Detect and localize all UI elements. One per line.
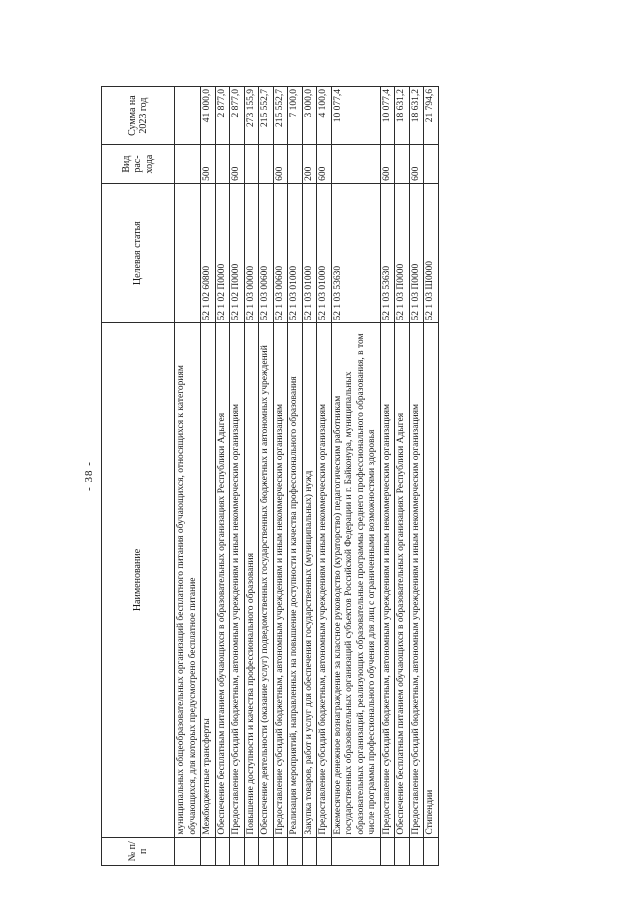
cell-num — [201, 837, 216, 865]
header-num: № п/п — [102, 837, 175, 865]
table-row — [331, 87, 380, 866]
cell-sum: 7 100,0 — [288, 87, 303, 145]
table-body — [175, 87, 439, 866]
cell-kind — [175, 145, 201, 184]
cell-sum: 273 155,9 — [244, 87, 259, 145]
cell-name: Обеспечение бесплатным питанием обучающихся в образовательных организациях Республики Адыгея — [395, 323, 410, 837]
cell-name: муниципальных общеобразовательных организаций бесплатного питания обучающихся, относящихся к категориям обучающихся, для которых предусмотрено бесплатное питание — [175, 323, 201, 837]
table-row — [317, 87, 332, 866]
cell-name: Предоставление субсидий бюджетным, автономным учреждениям и иным некоммерческим организациям — [273, 323, 288, 837]
cell-kind: 500 — [201, 145, 216, 184]
cell-code: 52 1 03 Ш0000 — [424, 183, 439, 323]
cell-num — [259, 837, 274, 865]
cell-name: Обеспечение бесплатным питанием обучающихся в образовательных организациях Республики Адыгея — [215, 323, 230, 837]
cell-num — [424, 837, 439, 865]
table-row — [424, 87, 439, 866]
cell-kind — [244, 145, 259, 184]
cell-sum: 10 077,4 — [331, 87, 380, 145]
cell-name: Предоставление субсидий бюджетным, автономным учреждениям и иным некоммерческим организациям — [230, 323, 245, 837]
table-row — [201, 87, 216, 866]
cell-code: 52 1 03 01000 — [288, 183, 303, 323]
cell-num — [331, 837, 380, 865]
table-row — [244, 87, 259, 866]
cell-name: Обеспечение деятельности (оказание услуг) подведомственных государственных бюджетных и автономных учреждений — [259, 323, 274, 837]
cell-kind: 600 — [409, 145, 424, 184]
cell-kind — [215, 145, 230, 184]
cell-sum: 18 631,2 — [395, 87, 410, 145]
cell-code: 52 1 03 01000 — [317, 183, 332, 323]
table-row — [230, 87, 245, 866]
table-row — [175, 87, 201, 866]
cell-code: 52 1 03 П0000 — [395, 183, 410, 323]
cell-kind — [331, 145, 380, 184]
cell-sum — [175, 87, 201, 145]
header-name: Наименование — [102, 323, 175, 837]
cell-kind: 200 — [302, 145, 317, 184]
page-number: - 38 - — [83, 461, 95, 491]
header-kind: Вид рас-хода — [102, 145, 175, 184]
cell-num — [288, 837, 303, 865]
cell-name: Закупка товаров, работ и услуг для обеспечения государственных (муниципальных) нужд — [302, 323, 317, 837]
cell-sum: 18 631,2 — [409, 87, 424, 145]
cell-kind: 600 — [380, 145, 395, 184]
table-row — [302, 87, 317, 866]
table-row — [380, 87, 395, 866]
table-header-row — [102, 87, 175, 866]
cell-kind: 600 — [317, 145, 332, 184]
cell-kind — [288, 145, 303, 184]
cell-code: 52 1 03 01000 — [302, 183, 317, 323]
table-row — [395, 87, 410, 866]
table-row — [259, 87, 274, 866]
cell-code — [175, 183, 201, 323]
cell-num — [273, 837, 288, 865]
cell-name: Стипендии — [424, 323, 439, 837]
cell-code: 52 1 02 П0000 — [215, 183, 230, 323]
cell-name: Предоставление субсидий бюджетным, автономным учреждениям и иным некоммерческим организациям — [380, 323, 395, 837]
cell-code: 52 1 02 60800 — [201, 183, 216, 323]
cell-sum: 4 100,0 — [317, 87, 332, 145]
cell-kind: 600 — [230, 145, 245, 184]
cell-name: Ежемесячное денежное вознаграждение за классное руководство (кураторство) педагогическим работникам государственных образовательных организаций субъектов Российской Федерации и г. Байконура, муниципальных образовательных организаций, реализующих образовательные программы среднего профессионального образования, в том числе программы профессионального обучения для лиц с ограниченными возможностями здоровья — [331, 323, 380, 837]
cell-kind — [395, 145, 410, 184]
cell-num — [230, 837, 245, 865]
table-row — [288, 87, 303, 866]
cell-num — [395, 837, 410, 865]
cell-kind — [424, 145, 439, 184]
rotated-sheet — [83, 86, 623, 866]
cell-name: Предоставление субсидий бюджетным, автономным учреждениям и иным некоммерческим организациям — [409, 323, 424, 837]
table-row — [273, 87, 288, 866]
header-code: Целевая статья — [102, 183, 175, 323]
table-row — [409, 87, 424, 866]
cell-num — [175, 837, 201, 865]
table-row — [215, 87, 230, 866]
cell-sum: 3 000,0 — [302, 87, 317, 145]
cell-code: 52 1 03 П0000 — [409, 183, 424, 323]
cell-sum: 215 552,7 — [259, 87, 274, 145]
cell-sum: 21 794,6 — [424, 87, 439, 145]
cell-code: 52 1 03 00000 — [244, 183, 259, 323]
cell-num — [244, 837, 259, 865]
cell-code: 52 1 03 00600 — [259, 183, 274, 323]
cell-code: 52 1 02 П0000 — [230, 183, 245, 323]
header-sum: Сумма на 2023 год — [102, 87, 175, 145]
cell-kind — [259, 145, 274, 184]
cell-code: 52 1 03 53630 — [380, 183, 395, 323]
cell-kind: 600 — [273, 145, 288, 184]
budget-table — [101, 86, 439, 866]
cell-code: 52 1 03 00600 — [273, 183, 288, 323]
cell-sum: 2 877,0 — [215, 87, 230, 145]
cell-num — [380, 837, 395, 865]
cell-num — [302, 837, 317, 865]
cell-name: Повышение доступности и качества профессионального образования — [244, 323, 259, 837]
cell-code: 52 1 03 53630 — [331, 183, 380, 323]
cell-num — [317, 837, 332, 865]
cell-sum: 41 000,0 — [201, 87, 216, 145]
cell-name: Предоставление субсидий бюджетным, автономным учреждениям и иным некоммерческим организациям — [317, 323, 332, 837]
cell-sum: 2 877,0 — [230, 87, 245, 145]
cell-name: Межбюджетные трансферты — [201, 323, 216, 837]
cell-sum: 10 077,4 — [380, 87, 395, 145]
cell-sum: 215 552,7 — [273, 87, 288, 145]
cell-num — [215, 837, 230, 865]
cell-name: Реализация мероприятий, направленных на повышение доступности и качества профессионального образования — [288, 323, 303, 837]
cell-num — [409, 837, 424, 865]
